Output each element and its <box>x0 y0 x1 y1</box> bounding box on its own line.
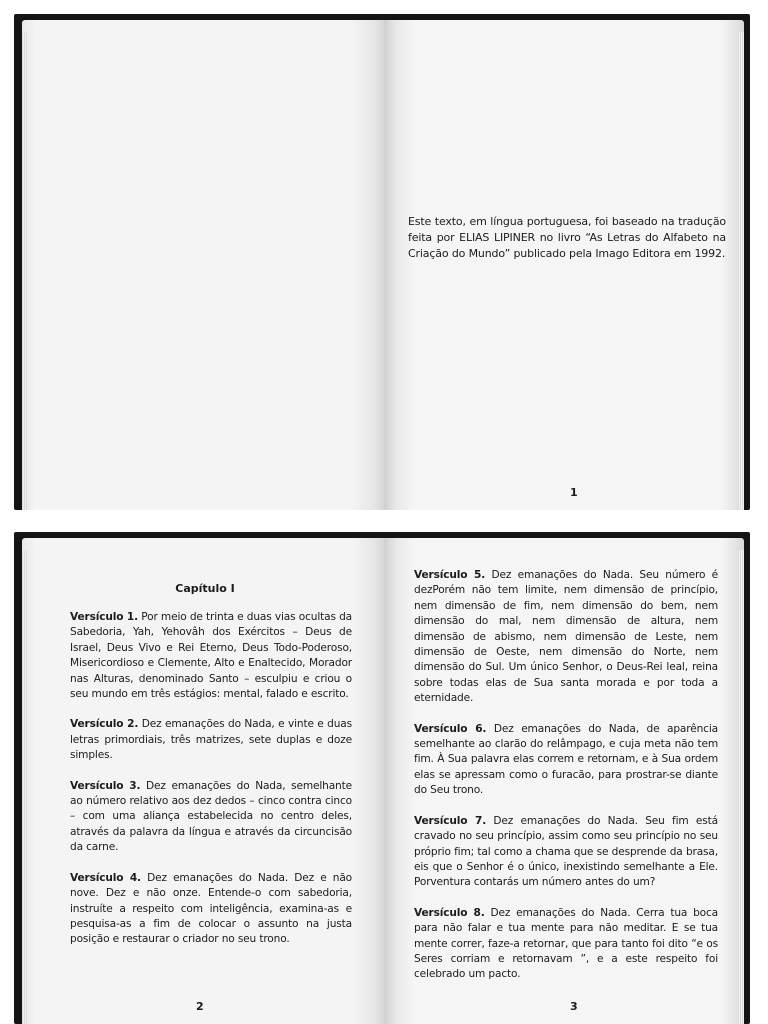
verse-text: Dez emanações do Nada, e vinte e duas letras primordiais, três matrizes, sete duplas e doze simples. <box>70 718 352 762</box>
verse-label: Versículo 1. <box>70 611 139 623</box>
book-spread-bottom <box>14 532 750 1024</box>
verse-text: Dez emanações do Nada, semelhante ao número relativo aos dez dedos – cinco contra cinco – com uma aliança estabelecida no centro deles, através da palavra da língua e através da circuncisão da carne. <box>70 779 352 854</box>
page-edges <box>22 32 28 510</box>
page-2-text <box>70 610 352 963</box>
blank-left-page <box>22 20 388 510</box>
page-number: 2 <box>196 1000 204 1013</box>
verse-paragraph <box>70 871 352 948</box>
chapter-title: Capítulo I <box>175 582 235 595</box>
verse-text: Dez emanações do Nada, de aparência semelhante ao clarão do relâmpago, e cuja meta não tem fim. À Sua palavra elas correm e retornam, e à Sua ordem elas se apressam como o furacão, para prostrar-se diante do Seu trono. <box>414 722 718 797</box>
verse-paragraph <box>414 722 718 799</box>
verse-label: Versículo 4. <box>70 871 141 884</box>
verse-text: Dez emanações do Nada. Seu fim está cravado no seu princípio, assim como seu princípio no seu próprio fim; tal como a chama que se desprende da brasa, eis que o Senhor é o único, inexistindo semelhante a Ele. Porventura contarás um número antes do um? <box>414 814 718 889</box>
page-number: 1 <box>570 486 578 499</box>
verse-text: Dez emanações do Nada. Cerra tua boca para não falar e tua mente para não meditar. E se tua mente correr, faze-a retornar, que para tanto foi dito “e os Seres corriam e retornavam ”, e a este respeito foi celebrado um pacto. <box>414 906 718 981</box>
verse-label: Versículo 8. <box>414 906 485 919</box>
verse-paragraph <box>414 568 718 707</box>
page-edges <box>738 32 744 510</box>
page-edges <box>738 550 744 1024</box>
verse-label: Versículo 3. <box>70 779 141 792</box>
verse-text: Dez emanações do Nada. Seu número é dezPorém não tem limite, nem dimensão de princípio, nem dimensão de fim, nem dimensão do bem, nem dimensão do mal, nem dimensão de altura, nem dimensão de abismo, nem dimensão de Leste, nem dimensão de Oeste, nem dimensão do Norte, nem dimensão do Sul. Um único Senhor, o Deus-Rei leal, reina sobre todas elas de Sua santa morada e por toda a eternidade. <box>414 569 719 705</box>
page-edges <box>22 550 28 1024</box>
verse-paragraph <box>70 717 352 763</box>
verse-paragraph <box>70 610 352 702</box>
page-number: 3 <box>570 1000 578 1013</box>
verse-text: Por meio de trinta e duas vias ocultas da Sabedoria, Yah, Yehovâh dos Exércitos – Deus de Israel, Deus Vivo e Rei Eterno, Deus Todo-Poderoso, Misericordioso e Clemente, Alto e Enaltecido, Morador nas Alturas, denominado Santo – esculpiu e criou o seu mundo em três estágios: mental, falado e escrito. <box>70 611 352 701</box>
verse-label: Versículo 6. <box>414 722 487 735</box>
verse-label: Versículo 2. <box>70 718 139 731</box>
verse-label: Versículo 7. <box>414 814 487 827</box>
page-3-text <box>414 568 718 998</box>
verse-paragraph <box>70 779 352 856</box>
book-spread-top <box>14 14 750 510</box>
page-1 <box>384 20 744 510</box>
page-2 <box>22 538 388 1024</box>
page-3 <box>384 538 744 1024</box>
verse-text: Dez emanações do Nada. Dez e não nove. Dez e não onze. Entende-o com sabedoria, instruíte a respeito com inteligência, examina-as e pesquisa-as a fim de colocar o assunto na justa posição e restaurar o criador no seu trono. <box>70 871 352 946</box>
verse-label: Versículo 5. <box>414 569 486 581</box>
verse-paragraph <box>414 906 718 983</box>
translation-note: Este texto, em língua portuguesa, foi baseado na tradução feita por ELIAS LIPINER no livro “As Letras do Alfabeto na Criação do Mundo” publicado pela Imago Editora em 1992. <box>408 215 726 260</box>
verse-paragraph <box>414 814 718 891</box>
